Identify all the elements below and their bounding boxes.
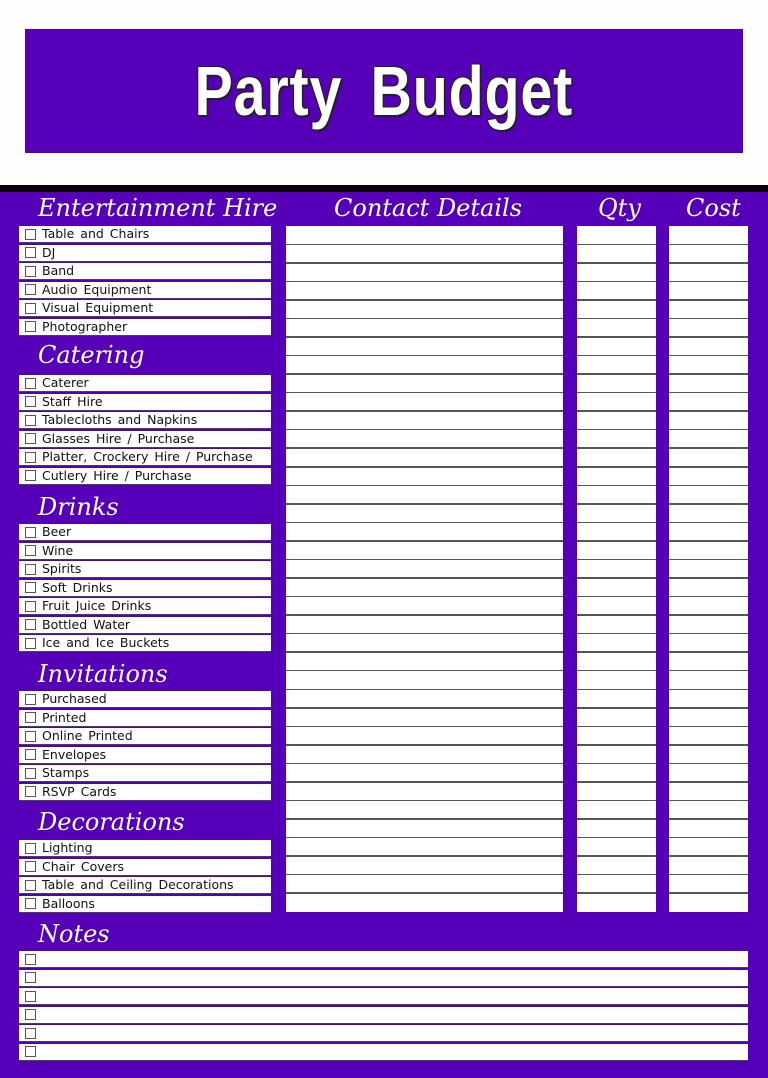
checklist-item-label: Online Printed [42,728,133,744]
checklist-item[interactable] [19,580,271,597]
row-divider [577,763,656,765]
row-divider [669,485,748,487]
row-divider [669,726,748,728]
row-divider [577,559,656,561]
row-divider [286,651,563,653]
checkbox-icon[interactable] [25,1046,36,1057]
checklist-item[interactable] [19,319,271,336]
checkbox-icon[interactable] [25,564,36,575]
row-divider [577,262,656,264]
row-divider [669,318,748,320]
checklist-item-label: Cutlery Hire / Purchase [42,467,192,483]
row-divider [577,318,656,320]
checklist-item[interactable] [19,691,271,708]
checkbox-icon[interactable] [25,954,36,965]
checklist-item[interactable] [19,412,271,429]
checklist-item[interactable] [19,784,271,801]
checklist-item[interactable] [19,877,271,894]
row-divider [669,837,748,839]
checkbox-icon[interactable] [25,527,36,538]
checklist-item[interactable] [19,431,271,448]
row-divider [286,318,563,320]
row-divider [669,818,748,820]
row-divider [577,781,656,783]
title-banner [25,29,743,153]
row-divider [669,299,748,301]
checklist-item-label: Soft Drinks [42,579,113,595]
row-divider [286,540,563,542]
checkbox-icon[interactable] [25,601,36,612]
row-divider [577,447,656,449]
checklist-item[interactable] [19,375,271,392]
row-divider [669,633,748,635]
row-divider [286,336,563,338]
checklist-item-label: Chair Covers [42,858,125,874]
checklist-item[interactable] [19,300,271,317]
checklist-item[interactable] [19,263,271,280]
row-divider [669,262,748,264]
row-divider [286,689,563,691]
row-divider [286,892,563,894]
checklist-item-label: Audio Equipment [42,281,152,297]
row-divider [669,596,748,598]
row-divider [286,744,563,746]
checkbox-icon[interactable] [25,861,36,872]
checklist-item-label: Envelopes [42,746,107,762]
row-divider [577,429,656,431]
row-divider [669,373,748,375]
row-divider [577,633,656,635]
note-row[interactable] [19,988,748,1005]
row-divider [286,874,563,876]
checklist-item-label: DJ [42,244,56,260]
row-divider [669,707,748,709]
row-divider [669,892,748,894]
checklist-item[interactable] [19,226,271,243]
checklist-item-label: Table and Ceiling Decorations [42,877,234,893]
row-divider [577,336,656,338]
checklist-item[interactable] [19,747,271,764]
row-divider [286,244,563,246]
row-divider [286,355,563,357]
row-divider [286,392,563,394]
row-divider [577,744,656,746]
checklist-item[interactable] [19,282,271,299]
row-divider [577,392,656,394]
checkbox-icon[interactable] [25,284,36,295]
checklist-item-label: Staff Hire [42,393,103,409]
note-row[interactable] [19,1044,748,1061]
row-divider [577,818,656,820]
row-divider [577,689,656,691]
row-divider [669,559,748,561]
row-divider [669,577,748,579]
checklist-item-label: Printed [42,709,87,725]
row-divider [577,707,656,709]
checkbox-icon[interactable] [25,898,36,909]
row-divider [577,373,656,375]
row-divider [286,373,563,375]
checklist-item[interactable] [19,840,271,857]
checkbox-icon[interactable] [25,694,36,705]
row-divider [577,726,656,728]
checklist-item[interactable] [19,617,271,634]
checkbox-icon[interactable] [25,1009,36,1020]
row-divider [669,800,748,802]
checklist-item-label: Stamps [42,765,90,781]
row-divider [286,281,563,283]
row-divider [286,633,563,635]
row-divider [577,244,656,246]
checkbox-icon[interactable] [25,545,36,556]
checklist-item-label: Balloons [42,895,95,911]
checkbox-icon[interactable] [25,843,36,854]
checkbox-icon[interactable] [25,582,36,593]
section-title-invitations: Invitations [38,660,168,688]
checklist-item-label: Ice and Ice Buckets [42,635,170,651]
checklist-item[interactable] [19,728,271,745]
header-contact-details: Contact Details [334,194,523,222]
checklist-item[interactable] [19,524,271,541]
checkbox-icon[interactable] [25,452,36,463]
checkbox-icon[interactable] [25,470,36,481]
note-row[interactable] [19,1025,748,1042]
row-divider [286,466,563,468]
row-divider [669,689,748,691]
checkbox-icon[interactable] [25,638,36,649]
checklist-item-label: Wine [42,542,74,558]
section-title-decorations: Decorations [38,808,185,836]
divider-bar [0,185,768,192]
row-divider [577,596,656,598]
row-divider [577,299,656,301]
row-divider [669,651,748,653]
checkbox-icon[interactable] [25,433,36,444]
row-divider [669,336,748,338]
row-divider [669,781,748,783]
checkbox-icon[interactable] [25,972,36,983]
row-divider [577,466,656,468]
row-divider [577,651,656,653]
row-divider [577,503,656,505]
checklist-item[interactable] [19,859,271,876]
checkbox-icon[interactable] [25,1028,36,1039]
row-divider [286,429,563,431]
row-divider [669,392,748,394]
checklist-item[interactable] [19,245,271,262]
page-title: Party Budget [194,52,574,130]
row-divider [669,355,748,357]
row-divider [286,447,563,449]
section-title-drinks: Drinks [38,493,119,521]
checkbox-icon[interactable] [25,229,36,240]
row-divider [577,855,656,857]
checklist-item-label: Platter, Crockery Hire / Purchase [42,449,253,465]
qty-column[interactable] [577,226,656,912]
row-divider [669,540,748,542]
row-divider [286,726,563,728]
checkbox-icon[interactable] [25,768,36,779]
checklist-item-label: Lighting [42,840,93,855]
header-cost: Cost [686,194,741,222]
note-row[interactable] [19,1007,748,1024]
checklist-item-label: RSVP Cards [42,783,117,799]
row-divider [286,559,563,561]
checklist-item[interactable] [19,710,271,727]
row-divider [577,410,656,412]
checklist-item[interactable] [19,635,271,652]
checklist-item-label: Glasses Hire / Purchase [42,430,195,446]
row-divider [286,707,563,709]
checkbox-icon[interactable] [25,991,36,1002]
row-divider [669,855,748,857]
row-divider [286,837,563,839]
checklist-item-label: Visual Equipment [42,300,154,316]
checklist-item[interactable] [19,561,271,578]
checkbox-icon[interactable] [25,749,36,760]
checklist-item-label: Spirits [42,561,82,577]
row-divider [669,522,748,524]
row-divider [669,503,748,505]
row-divider [286,596,563,598]
section-title-catering: Catering [38,341,145,369]
notes-title: Notes [38,920,110,948]
checklist-item-label: Fruit Juice Drinks [42,598,152,614]
row-divider [669,281,748,283]
row-divider [577,355,656,357]
row-divider [669,744,748,746]
row-divider [577,874,656,876]
row-divider [286,503,563,505]
row-divider [669,244,748,246]
row-divider [669,429,748,431]
checkbox-icon[interactable] [25,712,36,723]
checkbox-icon[interactable] [25,321,36,332]
checklist-item[interactable] [19,394,271,411]
row-divider [669,410,748,412]
checklist-item-label: Band [42,263,75,279]
checkbox-icon[interactable] [25,378,36,389]
row-divider [577,800,656,802]
row-divider [669,763,748,765]
row-divider [286,577,563,579]
checklist-item-label: Tablecloths and Napkins [42,412,198,428]
checkbox-icon[interactable] [25,880,36,891]
checklist-item[interactable] [19,765,271,782]
row-divider [577,577,656,579]
row-divider [286,522,563,524]
checklist-item-label: Table and Chairs [42,226,150,241]
contact-details-column[interactable] [286,226,563,912]
row-divider [286,485,563,487]
checklist-item[interactable] [19,896,271,913]
section-title-entertainment: Entertainment Hire [38,194,278,222]
row-divider [286,299,563,301]
checkbox-icon[interactable] [25,247,36,258]
checkbox-icon[interactable] [25,266,36,277]
header-qty: Qty [598,194,641,222]
row-divider [286,800,563,802]
row-divider [577,614,656,616]
checklist-item-label: Bottled Water [42,616,131,632]
checklist-item[interactable] [19,468,271,485]
checkbox-icon[interactable] [25,415,36,426]
row-divider [286,262,563,264]
checkbox-icon[interactable] [25,619,36,630]
row-divider [286,670,563,672]
row-divider [286,781,563,783]
checkbox-icon[interactable] [25,396,36,407]
row-divider [577,540,656,542]
checklist-item[interactable] [19,598,271,615]
row-divider [577,281,656,283]
row-divider [577,892,656,894]
checklist-item-label: Caterer [42,375,89,390]
row-divider [577,837,656,839]
row-divider [286,855,563,857]
checklist-item[interactable] [19,449,271,466]
row-divider [286,818,563,820]
note-row[interactable] [19,970,748,987]
row-divider [286,763,563,765]
row-divider [669,447,748,449]
row-divider [286,614,563,616]
row-divider [577,522,656,524]
checklist-item-label: Photographer [42,318,128,334]
row-divider [669,874,748,876]
row-divider [286,410,563,412]
row-divider [669,466,748,468]
checkbox-icon[interactable] [25,303,36,314]
checklist-item-label: Beer [42,524,72,539]
row-divider [577,485,656,487]
checklist-item[interactable] [19,543,271,560]
checklist-item-label: Purchased [42,691,107,706]
cost-column[interactable] [669,226,748,912]
checkbox-icon[interactable] [25,786,36,797]
row-divider [577,670,656,672]
row-divider [669,670,748,672]
row-divider [669,614,748,616]
checkbox-icon[interactable] [25,731,36,742]
note-row[interactable] [19,951,748,968]
